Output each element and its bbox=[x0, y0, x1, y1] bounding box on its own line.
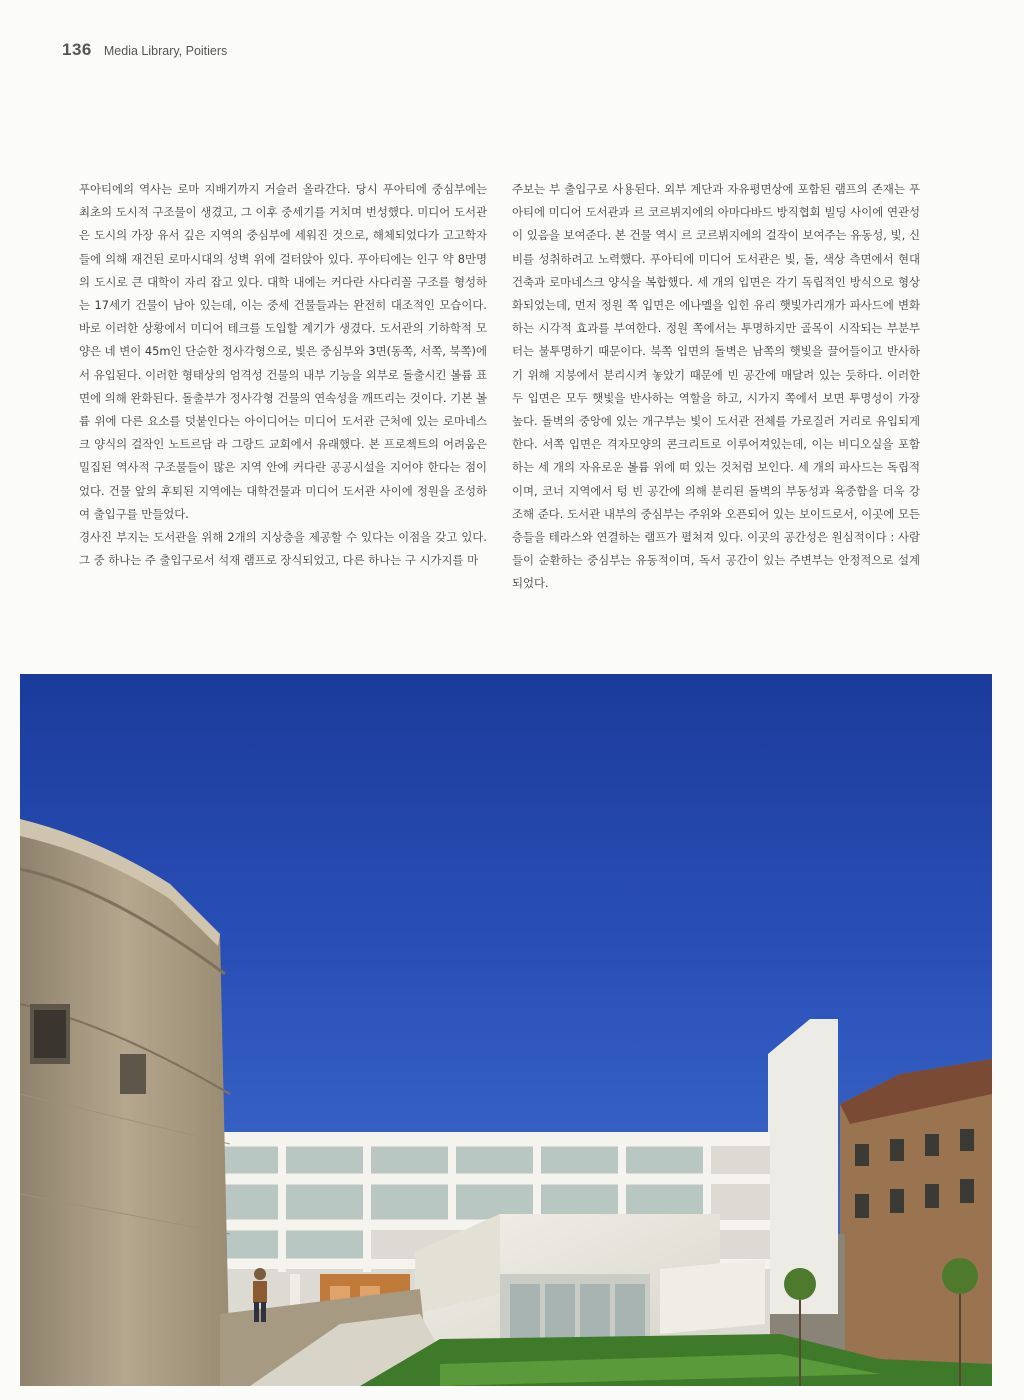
body-paragraph: 경사진 부지는 도서관을 위해 2개의 지상층을 제공할 수 있다는 이점을 갖고 있다. 그 중 하나는 주 출입구로서 석재 램프로 장식되었고, 다른 하나는 구 시가지를 마 bbox=[79, 530, 487, 568]
running-title: Media Library, Poitiers bbox=[103, 44, 228, 58]
body-paragraph: 푸아티에의 역사는 로마 지배기까지 거슬러 올라간다. 당시 푸아티에 중심부에는 최초의 도시적 구조물이 생겼고, 그 이후 중세기를 거치며 번성했다. 미디어 도서관은 도시의 가장 유서 깊은 지역의 중심부에 세워진 것으로, 해체되었다가 고고학자들에 의해 재건된 로마시대의 성벽 위에 걸터앉아 있다. 푸아티에는 인구 약 8만명의 도시로 큰 대학이 자리 잡고 있다. 대학 내에는 커다란 사다리꼴 구조를 형성하는 17세기 건물이 남아 있는데, 이는 중세 건물들과는 완전히 대조적인 모습이다. 바로 이러한 상황에서 미디어 테크를 도입할 계기가 생겼다. 도서관의 기하학적 모양은 네 변이 45m인 단순한 정사각형으로, 빛은 중심부와 3면(동쪽, 서쪽, 북쪽)에서 유입된다. 이러한 형태상의 엄격성 건물의 내부 기능을 외부로 돌출시킨 볼륨 표면에 의해 완화된다. 돌출부가 정사각형 건물의 연속성을 깨뜨리는 것이다. 기본 볼륨 위에 다른 요소를 덧붙인다는 아이디어는 미디어 도서관 근처에 있는 로마네스크 양식의 걸작인 노트르담 라 그랑드 교회에서 유래했다. 본 프로젝트의 어려움은 밀집된 역사적 구조물들이 많은 지역 안에 커다란 공공시설을 지어야 한다는 점이었다. 건물 앞의 후퇴된 지역에는 대학건물과 미디어 도서관 사이에 정원을 조성하여 출입구를 만들었다. bbox=[79, 182, 487, 521]
media-library-illustration bbox=[20, 674, 992, 1386]
text-column-right bbox=[512, 178, 920, 596]
building-photo bbox=[20, 674, 992, 1386]
tree-canopy bbox=[942, 1258, 978, 1294]
page-number: 136 bbox=[62, 40, 92, 59]
text-column-left bbox=[79, 178, 487, 572]
old-round-building bbox=[20, 819, 230, 1386]
white-stone-volume bbox=[415, 1214, 765, 1346]
body-paragraph: 주보는 부 출입구로 사용된다. 외부 계단과 자유평면상에 포함된 램프의 존재는 푸아티에 미디어 도서관과 르 코르뷔지에의 아마다바드 방직협회 빌딩 사이에 연관성이 있음을 보여준다. 본 건물 역시 르 코르뷔지에의 걸작이 보여주는 유동성, 빛, 신비를 성취하려고 노력했다. 푸아티에 미디어 도서관은 빛, 돌, 색상 측면에서 현대건축과 로마네스크 양식을 복합했다. 세 개의 입면은 각기 독립적인 방식으로 형상화되었는데, 먼저 정원 쪽 입면은 에나멜을 입힌 유리 햇빛가리개가 파사드에 변화하는 시각적 효과를 부여한다. 정원 쪽에서는 투명하지만 골목이 시작되는 부분부터는 불투명하기 때문이다. 북쪽 입면의 돌벽은 남쪽의 햇빛을 끌어들이고 반사하기 위해 지붕에서 분리시켜 놓았기 때문에 빈 공간에 매달려 있는 듯하다. 이러한 두 입면은 모두 햇빛을 반사하는 역할을 하고, 시가지 쪽에서 보면 투명성이 가장 높다. 돌벽의 중앙에 있는 개구부는 빛이 도서관 전체를 가로질러 거리로 유입되게 한다. 서쪽 입면은 격자모양의 콘크리트로 이루어져있는데, 이는 비디오실을 포함하는 세 개의 자유로운 볼륨 위에 떠 있는 것처럼 보인다. 세 개의 파사드는 독립적이며, 코너 지역에서 텅 빈 공간에 의해 분리된 돌벽의 부동성과 육중함을 더욱 강조해 준다. 도서관 내부의 중심부는 주위와 오픈되어 있는 보이드로서, 이곳에 모든 층들을 테라스와 연결하는 램프가 펼쳐져 있다. 이곳의 공간성은 원심적이다 : 사람들이 순환하는 중심부는 유동적이며, 독서 공간이 있는 주변부는 안정적으로 설계되었다. bbox=[512, 182, 920, 591]
page-header bbox=[62, 40, 227, 64]
tree-canopy bbox=[784, 1268, 816, 1300]
